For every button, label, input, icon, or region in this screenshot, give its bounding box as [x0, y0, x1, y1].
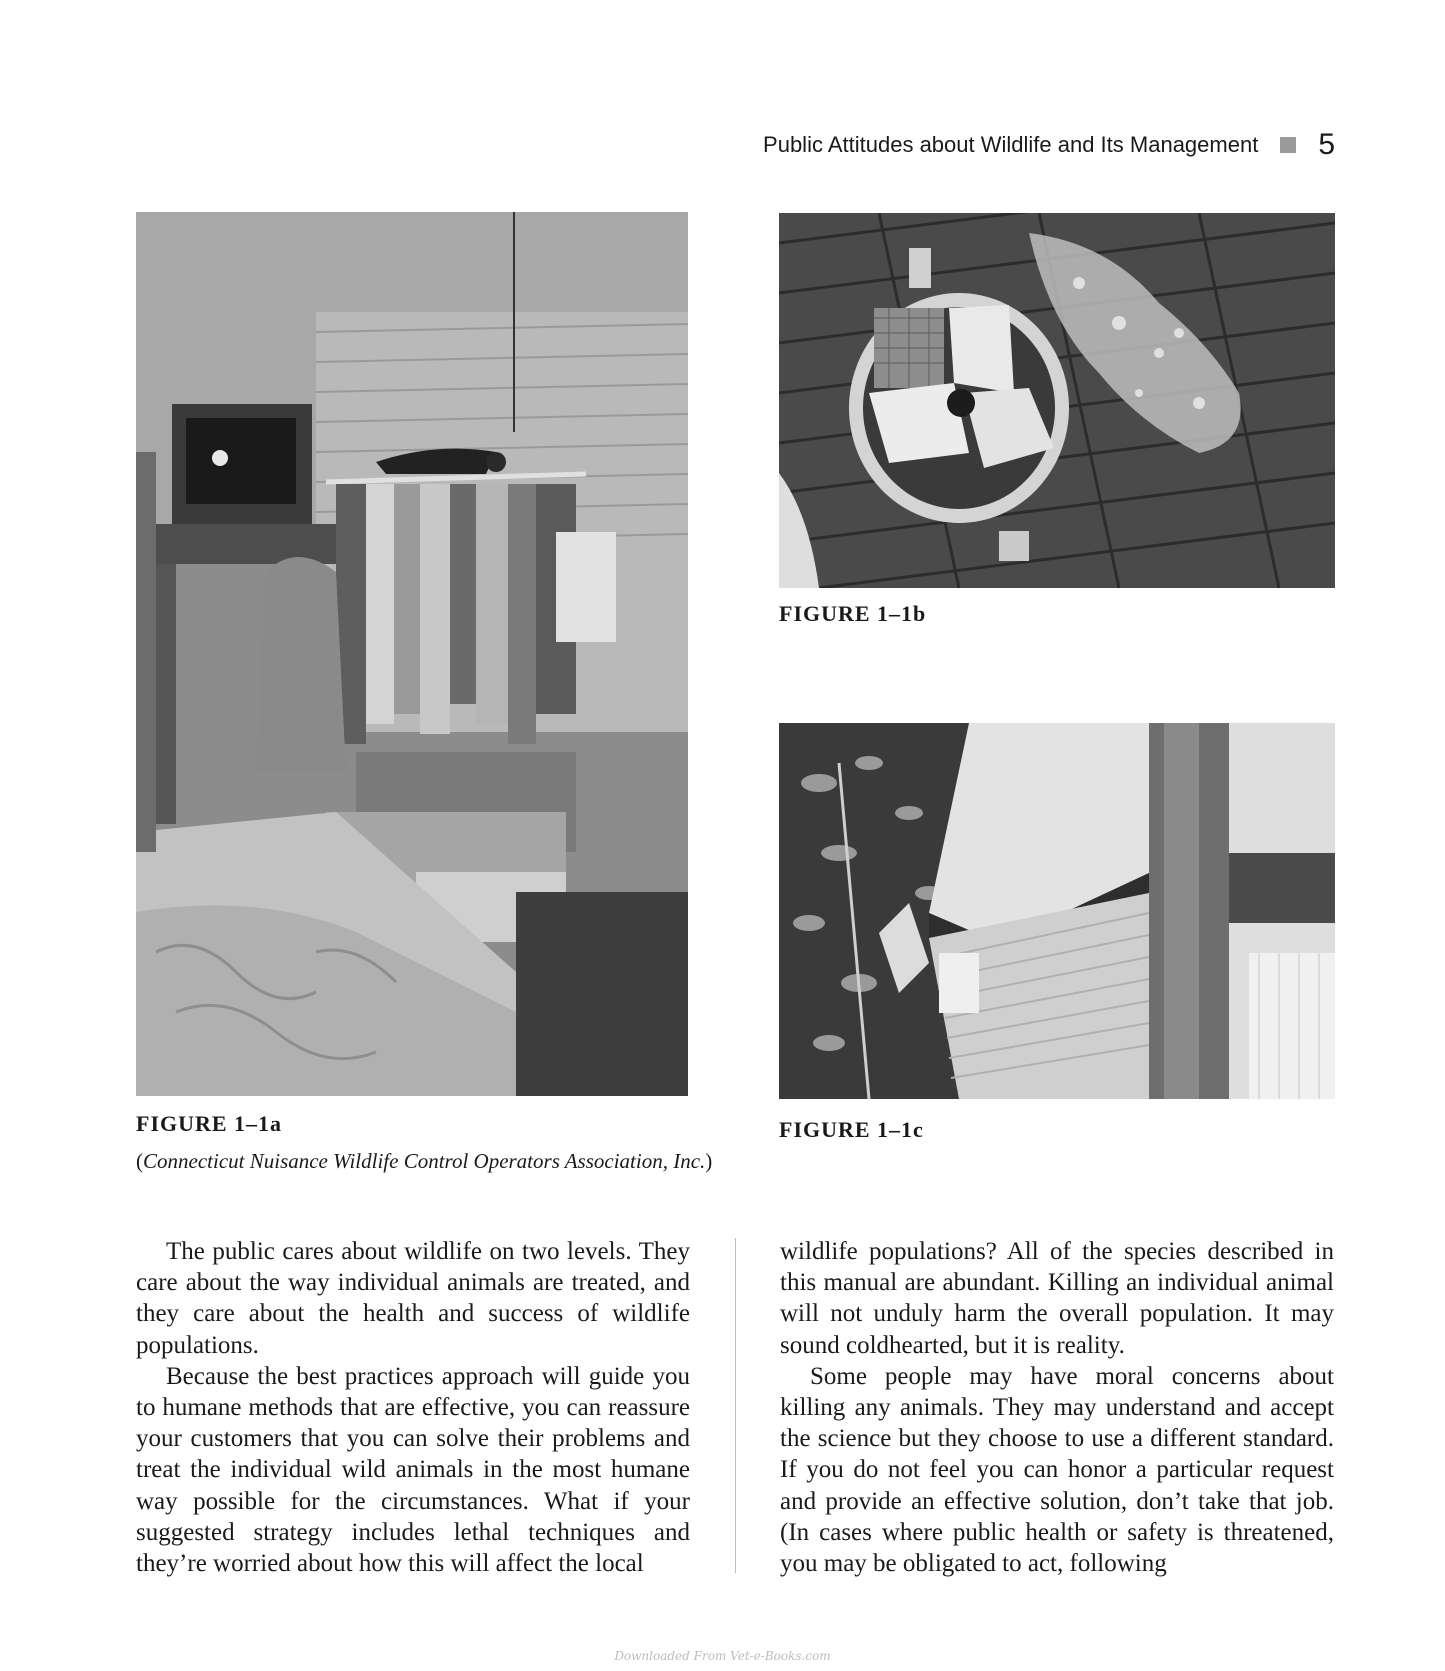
download-watermark: Downloaded From Vet-e-Books.com — [614, 1649, 831, 1663]
square-bullet-icon — [1280, 137, 1296, 153]
figure-1-1a-photo — [136, 212, 688, 1096]
paragraph: The public cares about wildlife on two levels. They care about the way individual animals are treated, and they care about the health and success of wildlife populations. — [136, 1238, 690, 1359]
figure-1-1c-label: FIGURE 1–1c — [779, 1117, 924, 1142]
page-number: 5 — [1318, 128, 1335, 161]
paragraph: Because the best practices approach will guide you to humane methods that are effective, you can reassure your customers that you can solve their problems and treat the individual wild animals in the most humane way possible for the circumstances. What if your suggested strategy includes lethal techniques and they’re worried about how this will affect the local — [136, 1362, 690, 1578]
running-head — [763, 128, 1335, 162]
figure-1-1a-credit: (Connecticut Nuisance Wildlife Control Operators Association, Inc.) — [136, 1149, 713, 1173]
paragraph: wildlife populations? All of the species described in this manual are abundant. Killing an individual animal will not unduly harm the overall population. It may sound coldhearted, but it is reality. — [780, 1238, 1334, 1359]
figure-1-1b-label: FIGURE 1–1b — [779, 601, 927, 626]
running-title: Public Attitudes about Wildlife and Its Management — [763, 132, 1259, 157]
credit-text: Connecticut Nuisance Wildlife Control Operators Association, Inc. — [143, 1149, 706, 1173]
house-eave-image — [779, 723, 1335, 1099]
figure-1-1a-label: FIGURE 1–1a — [136, 1111, 283, 1136]
raccoon-room-image — [136, 212, 688, 1096]
roof-vent-image — [779, 213, 1335, 588]
body-right-column — [780, 1236, 1334, 1579]
figure-1-1c-photo — [779, 723, 1335, 1099]
figure-1-1b-photo — [779, 213, 1335, 588]
body-left-column — [136, 1236, 690, 1579]
column-divider — [735, 1238, 736, 1573]
paragraph: Some people may have moral concerns about killing any animals. They may understand and accept the science but they choose to use a different standard. If you do not feel you can honor a particular request and provide an effective solution, don’t take that job. (In cases where public health or safety is threatened, you may be obligated to act, following — [780, 1362, 1334, 1578]
